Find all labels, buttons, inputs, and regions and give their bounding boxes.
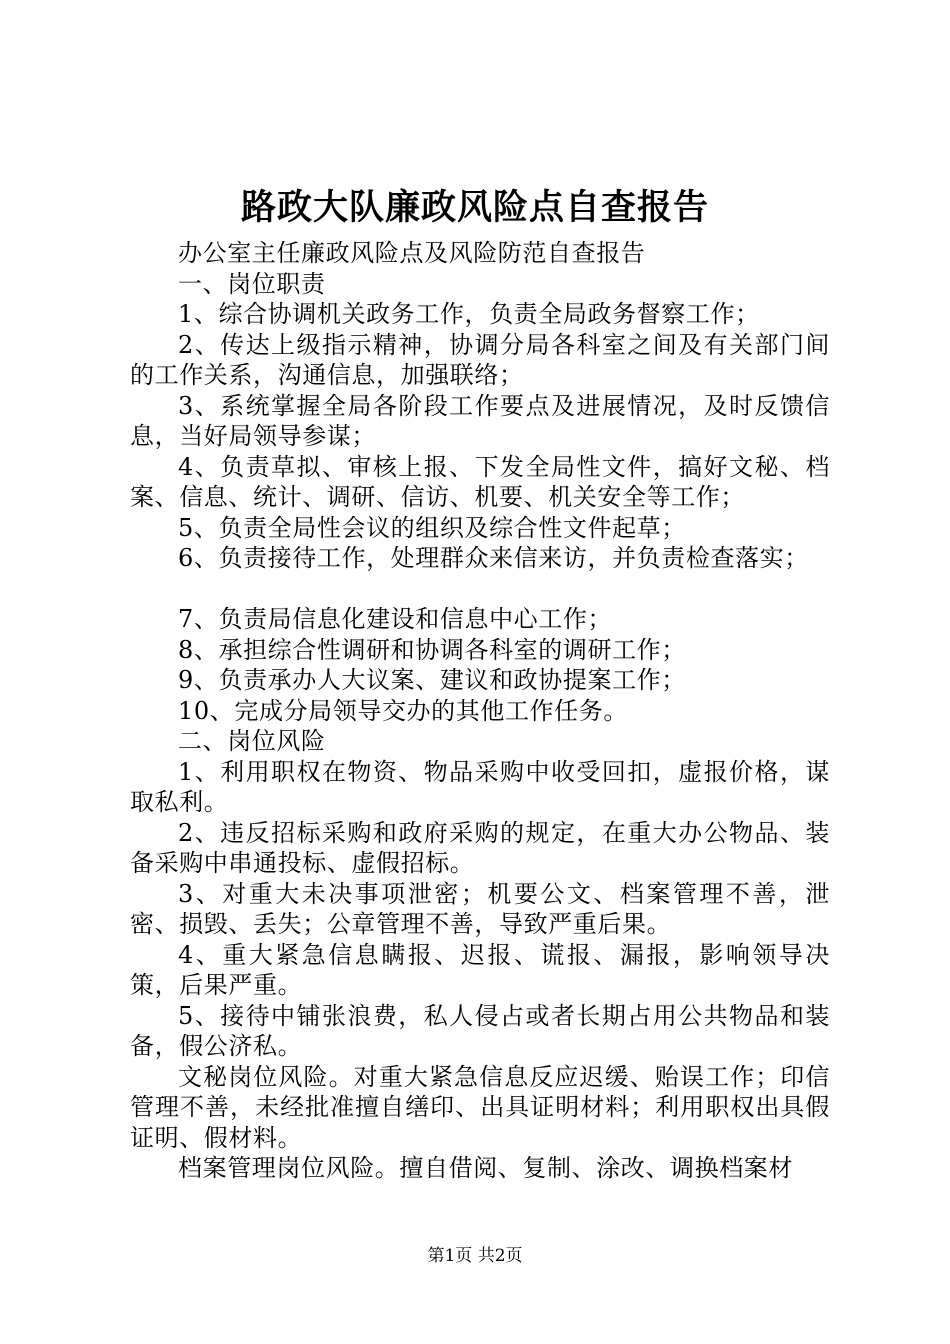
duty-item: 2、传达上级指示精神，协调分局各科室之间及有关部门间的工作关系，沟通信息，加强联络； bbox=[130, 330, 830, 389]
risk-item: 3、对重大未决事项泄密；机要公文、档案管理不善，泄密、损毁、丢失；公章管理不善，导致严重后果。 bbox=[130, 879, 830, 938]
document-title: 路政大队廉政风险点自查报告 bbox=[240, 188, 709, 228]
document-body bbox=[130, 238, 830, 1184]
duty-item: 4、负责草拟、审核上报、下发全局性文件，搞好文秘、档案、信息、统计、调研、信访、机要、机关安全等工作； bbox=[130, 452, 830, 511]
duty-item: 8、承担综合性调研和协调各科室的调研工作； bbox=[178, 635, 686, 664]
duty-item: 10、完成分局领导交办的其他工作任务。 bbox=[178, 696, 628, 725]
duty-item: 6、负责接待工作，处理群众来信来访，并负责检查落实； bbox=[178, 544, 809, 572]
duty-item: 1、综合协调机关政务工作，负责全局政务督察工作； bbox=[178, 300, 760, 328]
section-heading-duties: 一、岗位职责 bbox=[178, 269, 326, 298]
subtitle-paragraph: 办公室主任廉政风险点及风险防范自查报告 bbox=[178, 239, 646, 267]
risk-item: 1、利用职权在物资、物品采购中收受回扣，虚报价格，谋取私利。 bbox=[130, 757, 830, 816]
clerical-risk-paragraph: 文秘岗位风险。对重大紧急信息反应迟缓、贻误工作；印信管理不善，未经批准擅自缮印、出具证明材料；利用职权出具假证明、假材料。 bbox=[130, 1062, 830, 1152]
archive-risk-paragraph: 档案管理岗位风险。擅自借阅、复制、涂改、调换档案材 bbox=[178, 1154, 793, 1182]
risk-item: 5、接待中铺张浪费，私人侵占或者长期占用公共物品和装备，假公济私。 bbox=[130, 1001, 830, 1060]
section-heading-risks: 二、岗位风险 bbox=[178, 727, 326, 755]
duty-item: 5、负责全局性会议的组织及综合性文件起草； bbox=[178, 513, 686, 542]
duty-item: 3、系统掌握全局各阶段工作要点及进展情况，及时反馈信息，当好局领导参谋； bbox=[130, 391, 830, 450]
duty-item: 9、负责承办人大议案、建议和政协提案工作； bbox=[178, 666, 686, 694]
risk-item: 2、违反招标采购和政府采购的规定，在重大办公物品、装备采购中串通投标、虚假招标。 bbox=[130, 818, 830, 877]
duty-item: 7、负责局信息化建设和信息中心工作； bbox=[178, 605, 613, 633]
risk-item: 4、重大紧急信息瞒报、迟报、谎报、漏报，影响领导决策，后果严重。 bbox=[130, 940, 830, 999]
page-footer: 第1页 共2页 bbox=[427, 1246, 523, 1266]
